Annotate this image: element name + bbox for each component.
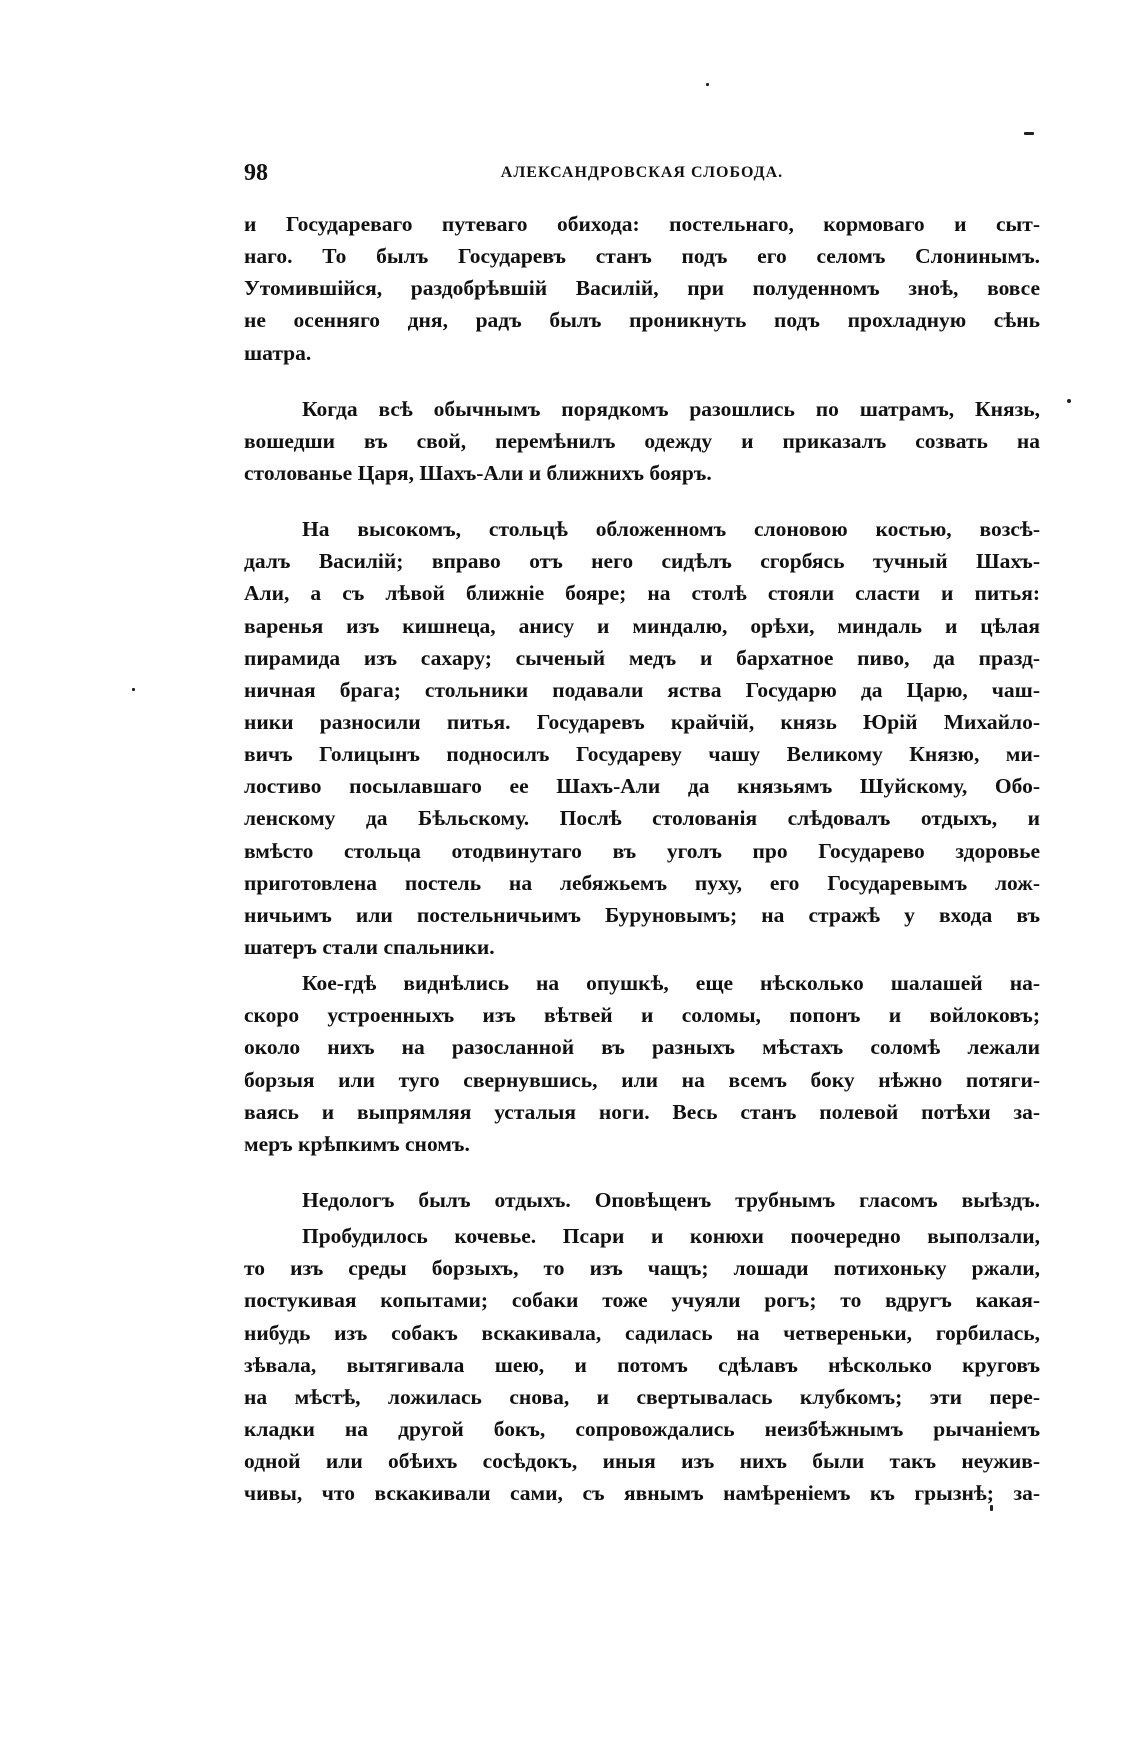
scan-speck xyxy=(1024,132,1034,135)
text-line: ничьимъ или постельничьимъ Буруновымъ; на стражѣ у входа въ xyxy=(244,902,1040,927)
text-line: вмѣсто стольца отодвинутаго въ уголъ про Государево здоровье xyxy=(244,838,1040,863)
scan-speck xyxy=(706,83,709,86)
paragraph xyxy=(244,208,1040,369)
paragraph xyxy=(244,1220,1040,1509)
paragraph xyxy=(244,393,1040,489)
text-line: шатра. xyxy=(244,340,312,365)
text-line: наго. То былъ Государевъ станъ подъ его селомъ Слонинымъ. xyxy=(244,244,1040,269)
text-line: лостиво посылавшаго ее Шахъ-Али да князьямъ Шуйскому, Обо- xyxy=(244,774,1040,799)
paragraph xyxy=(244,967,1040,1160)
paragraph-gap xyxy=(244,369,1040,393)
paragraph-gap xyxy=(244,1160,1040,1184)
text-line: На высокомъ, стольцѣ обложенномъ слоновою костью, возсѣ- xyxy=(302,517,1040,542)
paragraph xyxy=(244,1184,1040,1216)
text-line: скоро устроенныхъ изъ вѣтвей и соломы, попонъ и войлоковъ; xyxy=(244,1003,1040,1028)
text-line: приготовлена постель на лебяжьемъ пуху, его Государевымъ лож- xyxy=(244,870,1040,895)
text-line: нибудь изъ собакъ вскакивала, садилась на четвереньки, горбилась, xyxy=(244,1320,1040,1345)
paragraph xyxy=(244,513,1040,963)
text-line: Пробудилось кочевье. Псари и конюхи поочередно выползали, xyxy=(302,1224,1040,1249)
text-line: ничная брага; стольники подавали яства Государю да Царю, чаш- xyxy=(244,677,1040,702)
text-line: зѣвала, вытягивала шею, и потомъ сдѣлавъ нѣсколько круговъ xyxy=(244,1352,1040,1377)
text-line: ленскому да Бѣльскому. Послѣ столованія слѣдовалъ отдыхъ, и xyxy=(244,806,1040,831)
text-line: борзыя или туго свернувшись, или на всемъ боку нѣжно потяги- xyxy=(244,1067,1040,1092)
text-line: то изъ среды борзыхъ, то изъ чащъ; лошади потихоньку ржали, xyxy=(244,1256,1040,1281)
running-title: АЛЕКСАНДРОВСКАЯ СЛОБОДА. xyxy=(500,164,784,181)
text-line: около нихъ на разосланной въ разныхъ мѣстахъ соломѣ лежали xyxy=(244,1035,1040,1060)
text-line: на мѣстѣ, ложилась снова, и свертывалась клубкомъ; эти пере- xyxy=(244,1384,1040,1409)
text-line: вичъ Голицынъ подносилъ Государеву чашу Великому Князю, ми- xyxy=(244,742,1040,767)
scan-speck xyxy=(132,688,135,691)
text-line: Кое-гдѣ виднѣлись на опушкѣ, еще нѣсколько шалашей на- xyxy=(302,971,1040,996)
body-text xyxy=(244,208,1040,1509)
text-line: Когда всѣ обычнымъ порядкомъ разошлись по шатрамъ, Князь, xyxy=(302,396,1040,421)
text-line: Недологъ былъ отдыхъ. Оповѣщенъ трубнымъ гласомъ выѣздъ. xyxy=(302,1187,1040,1212)
text-line: кладки на другой бокъ, сопровождались неизбѣжнымъ рычаніемъ xyxy=(244,1416,1040,1441)
text-line: варенья изъ кишнеца, анису и миндалю, орѣхи, миндаль и цѣлая xyxy=(244,613,1040,638)
text-line: одной или обѣихъ сосѣдокъ, иныя изъ нихъ были такъ неужив- xyxy=(244,1449,1040,1474)
text-line: ники разносили питья. Государевъ крайчій, князь Юрій Михайло- xyxy=(244,709,1040,734)
text-line: Утомившійся, раздобрѣвшій Василій, при полуденномъ зноѣ, вовсе xyxy=(244,276,1040,301)
page-number: 98 xyxy=(244,160,268,186)
scan-speck xyxy=(1067,399,1071,403)
text-line: шатеръ стали спальники. xyxy=(244,934,495,959)
text-line: и Государеваго путеваго обихода: постельнаго, кормоваго и сыт- xyxy=(244,212,1040,236)
text-line: ваясь и выпрямляя усталыя ноги. Весь станъ полевой потѣхи за- xyxy=(244,1099,1040,1124)
text-line: столованье Царя, Шахъ-Али и ближнихъ бояръ. xyxy=(244,460,712,485)
text-line: Али, а съ лѣвой ближніе бояре; на столѣ стояли сласти и питья: xyxy=(244,581,1040,606)
page-header xyxy=(244,158,1040,188)
text-line: вошедши въ свой, перемѣнилъ одежду и приказалъ созвать на xyxy=(244,428,1040,453)
text-line: пирамида изъ сахару; сыченый медъ и бархатное пиво, да празд- xyxy=(244,645,1040,670)
paragraph-gap xyxy=(244,489,1040,513)
text-line: не осенняго дня, радъ былъ проникнуть подъ прохладную сѣнь xyxy=(244,308,1040,333)
text-line: далъ Василій; вправо отъ него сидѣлъ сгорбясь тучный Шахъ- xyxy=(244,549,1040,574)
text-line: постукивая копытами; собаки тоже учуяли рогъ; то вдругъ какая- xyxy=(244,1288,1040,1313)
text-line: чивы, что вскакивали сами, съ явнымъ намѣреніемъ къ грызнѣ; за- xyxy=(244,1481,1040,1506)
text-line: меръ крѣпкимъ сномъ. xyxy=(244,1131,470,1156)
